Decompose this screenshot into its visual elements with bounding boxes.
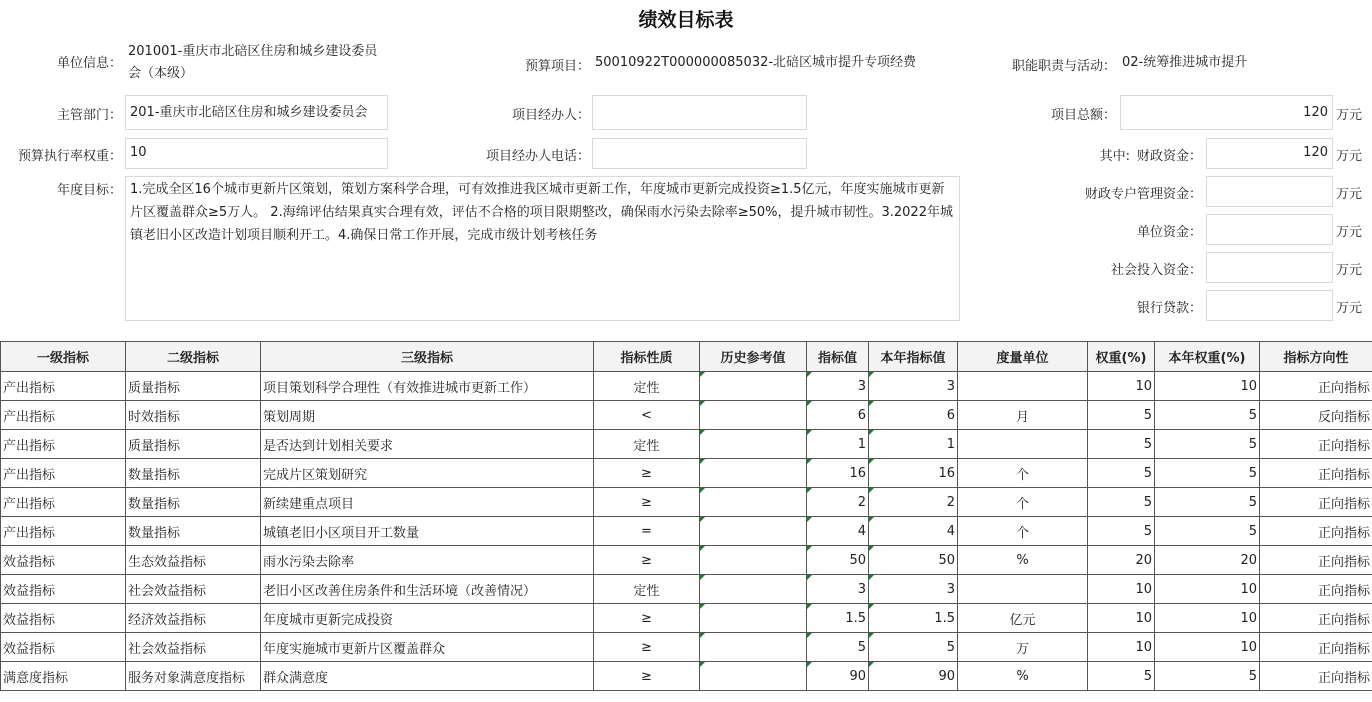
- cell-value: 5: [807, 633, 869, 662]
- cell-year-value: 1.5: [869, 604, 958, 633]
- cell-direction: 正向指标: [1260, 575, 1372, 604]
- cell-level1: 产出指标: [1, 372, 126, 401]
- special-fund-unit: 万元: [1336, 187, 1363, 202]
- cell-year-weight: 5: [1155, 401, 1260, 430]
- cell-nature: 定性: [594, 575, 700, 604]
- fiscal-unit: 万元: [1336, 149, 1363, 164]
- table-row: [1, 604, 1372, 633]
- special-fund-label: 财政专户管理资金：: [1084, 187, 1202, 202]
- col-header-weight: 权重(%): [1088, 342, 1155, 372]
- cell-value: 50: [807, 546, 869, 575]
- cell-weight: 5: [1088, 430, 1155, 459]
- col-header-level2: 二级指标: [126, 342, 261, 372]
- cell-direction: 正向指标: [1260, 604, 1372, 633]
- cell-level1: 满意度指标: [1, 662, 126, 691]
- col-header-year-weight: 本年权重(%): [1155, 342, 1260, 372]
- cell-level2: 数量指标: [126, 488, 261, 517]
- cell-direction: 反向指标: [1260, 401, 1372, 430]
- cell-value: 3: [807, 372, 869, 401]
- cell-direction: 正向指标: [1260, 488, 1372, 517]
- cell-history[interactable]: [700, 546, 807, 575]
- cell-year-weight: 10: [1155, 372, 1260, 401]
- cell-weight: 20: [1088, 546, 1155, 575]
- cell-year-weight: 10: [1155, 604, 1260, 633]
- dept-label: 主管部门：: [56, 108, 122, 123]
- cell-history[interactable]: [700, 372, 807, 401]
- cell-history[interactable]: [700, 604, 807, 633]
- cell-year-weight: 20: [1155, 546, 1260, 575]
- goal-textarea[interactable]: 1.完成全区16个城市更新片区策划，策划方案科学合理，可有效推进我区城市更新工作，年度城市更新完成投资≥1.5亿元，年度实施城市更新片区覆盖群众≥5万人。 2.海绵评估结果真实合理有效，评估不合格的项目限期整改，确保雨水污染去除率≥50%，提升城市韧性。3.2022年城镇老旧小区改造计划项目顺利开工。4.确保日常工作开展，完成市级计划考核任务: [125, 176, 960, 321]
- cell-year-value: 6: [869, 401, 958, 430]
- cell-year-value: 1: [869, 430, 958, 459]
- budget-item-value: 50010922T000000085032-北碚区城市提升专项经费: [595, 55, 917, 70]
- table-row: [1, 459, 1372, 488]
- cell-level1: 产出指标: [1, 459, 126, 488]
- cell-level2: 社会效益指标: [126, 575, 261, 604]
- table-row: [1, 546, 1372, 575]
- cell-nature: ≥: [594, 459, 700, 488]
- cell-history[interactable]: [700, 575, 807, 604]
- cell-value: 2: [807, 488, 869, 517]
- cell-nature: ≥: [594, 604, 700, 633]
- cell-direction: 正向指标: [1260, 662, 1372, 691]
- cell-level3: 项目策划科学合理性（有效推进城市更新工作）: [261, 372, 594, 401]
- cell-level3: 雨水污染去除率: [261, 546, 594, 575]
- cell-nature: ≥: [594, 488, 700, 517]
- handler-label: 项目经办人：: [511, 108, 590, 123]
- exec-weight-field[interactable]: 10: [125, 138, 388, 169]
- unit-info-value: [128, 41, 388, 85]
- cell-unit: 月: [958, 401, 1088, 430]
- table-row: [1, 430, 1372, 459]
- phone-label: 项目经办人电话：: [485, 149, 590, 164]
- col-header-direction: 指标方向性: [1260, 342, 1372, 372]
- unit-fund-label: 单位资金：: [1136, 225, 1202, 240]
- cell-weight: 10: [1088, 575, 1155, 604]
- cell-history[interactable]: [700, 459, 807, 488]
- col-header-level1: 一级指标: [1, 342, 126, 372]
- cell-year-value: 4: [869, 517, 958, 546]
- cell-level2: 质量指标: [126, 372, 261, 401]
- unit-fund-field[interactable]: [1206, 214, 1333, 245]
- cell-level3: 年度实施城市更新片区覆盖群众: [261, 633, 594, 662]
- cell-weight: 5: [1088, 517, 1155, 546]
- cell-year-value: 2: [869, 488, 958, 517]
- cell-value: 16: [807, 459, 869, 488]
- cell-value: 90: [807, 662, 869, 691]
- cell-year-weight: 5: [1155, 662, 1260, 691]
- bank-loan-unit: 万元: [1336, 301, 1363, 316]
- duty-value: 02-统筹推进城市提升: [1122, 55, 1248, 70]
- cell-weight: 5: [1088, 662, 1155, 691]
- cell-level1: 效益指标: [1, 604, 126, 633]
- goal-label: 年度目标：: [56, 183, 122, 198]
- cell-weight: 5: [1088, 459, 1155, 488]
- cell-direction: 正向指标: [1260, 633, 1372, 662]
- cell-level2: 数量指标: [126, 517, 261, 546]
- cell-year-weight: 5: [1155, 430, 1260, 459]
- cell-history[interactable]: [700, 430, 807, 459]
- table-row: [1, 401, 1372, 430]
- dept-field[interactable]: 201-重庆市北碚区住房和城乡建设委员会: [125, 95, 388, 130]
- cell-level2: 数量指标: [126, 459, 261, 488]
- cell-weight: 5: [1088, 488, 1155, 517]
- cell-year-weight: 10: [1155, 633, 1260, 662]
- col-header-year-value: 本年指标值: [869, 342, 958, 372]
- col-header-history: 历史参考值: [700, 342, 807, 372]
- among-label: 其中:: [1099, 149, 1130, 164]
- col-header-nature: 指标性质: [594, 342, 700, 372]
- cell-history[interactable]: [700, 517, 807, 546]
- cell-nature: ≥: [594, 662, 700, 691]
- table-row: [1, 575, 1372, 604]
- cell-year-value: 5: [869, 633, 958, 662]
- cell-unit: %: [958, 662, 1088, 691]
- cell-level1: 产出指标: [1, 401, 126, 430]
- col-header-value: 指标值: [807, 342, 869, 372]
- cell-level3: 策划周期: [261, 401, 594, 430]
- cell-year-value: 50: [869, 546, 958, 575]
- cell-level3: 新续建重点项目: [261, 488, 594, 517]
- cell-unit: 个: [958, 517, 1088, 546]
- social-fund-unit: 万元: [1336, 263, 1363, 278]
- cell-year-weight: 10: [1155, 575, 1260, 604]
- table-row: [1, 488, 1372, 517]
- cell-nature: =: [594, 517, 700, 546]
- cell-unit: [958, 430, 1088, 459]
- cell-level2: 质量指标: [126, 430, 261, 459]
- indicator-table: [0, 341, 1372, 691]
- unit-info-label: 单位信息：: [56, 56, 122, 71]
- exec-weight-label: 预算执行率权重：: [17, 149, 122, 164]
- cell-nature: 定性: [594, 372, 700, 401]
- social-fund-field[interactable]: [1206, 252, 1333, 283]
- cell-unit: 亿元: [958, 604, 1088, 633]
- cell-level3: 城镇老旧小区项目开工数量: [261, 517, 594, 546]
- total-field[interactable]: 120: [1120, 95, 1333, 130]
- cell-weight: 10: [1088, 372, 1155, 401]
- col-header-unit: 度量单位: [958, 342, 1088, 372]
- cell-nature: 定性: [594, 430, 700, 459]
- col-header-level3: 三级指标: [261, 342, 594, 372]
- cell-level2: 生态效益指标: [126, 546, 261, 575]
- cell-value: 1.5: [807, 604, 869, 633]
- cell-direction: 正向指标: [1260, 546, 1372, 575]
- cell-level2: 社会效益指标: [126, 633, 261, 662]
- cell-history[interactable]: [700, 401, 807, 430]
- table-row: [1, 633, 1372, 662]
- cell-unit: %: [958, 546, 1088, 575]
- cell-direction: 正向指标: [1260, 517, 1372, 546]
- cell-unit: 个: [958, 459, 1088, 488]
- cell-unit: 万: [958, 633, 1088, 662]
- cell-level1: 效益指标: [1, 633, 126, 662]
- fiscal-field[interactable]: 120: [1206, 138, 1333, 169]
- cell-nature: ≥: [594, 633, 700, 662]
- table-row: [1, 372, 1372, 401]
- cell-level3: 群众满意度: [261, 662, 594, 691]
- cell-level3: 是否达到计划相关要求: [261, 430, 594, 459]
- total-label: 项目总额：: [1050, 108, 1116, 123]
- cell-weight: 5: [1088, 401, 1155, 430]
- cell-direction: 正向指标: [1260, 372, 1372, 401]
- duty-label: 职能职责与活动：: [1011, 59, 1116, 74]
- cell-direction: 正向指标: [1260, 459, 1372, 488]
- table-header-row: [1, 342, 1372, 372]
- cell-unit: [958, 372, 1088, 401]
- cell-level3: 老旧小区改善住房条件和生活环境（改善情况）: [261, 575, 594, 604]
- cell-year-value: 3: [869, 372, 958, 401]
- unit-fund-unit: 万元: [1336, 225, 1363, 240]
- cell-history[interactable]: [700, 662, 807, 691]
- cell-nature: <: [594, 401, 700, 430]
- bank-loan-field[interactable]: [1206, 290, 1333, 321]
- handler-field[interactable]: [592, 95, 807, 130]
- cell-year-value: 90: [869, 662, 958, 691]
- cell-year-weight: 5: [1155, 488, 1260, 517]
- phone-field[interactable]: [592, 138, 807, 169]
- social-fund-label: 社会投入资金：: [1110, 263, 1202, 278]
- table-row: [1, 517, 1372, 546]
- budget-item-label: 预算项目：: [524, 59, 590, 74]
- bank-loan-label: 银行贷款：: [1136, 301, 1202, 316]
- cell-level2: 经济效益指标: [126, 604, 261, 633]
- cell-year-weight: 5: [1155, 459, 1260, 488]
- cell-weight: 10: [1088, 633, 1155, 662]
- cell-level2: 服务对象满意度指标: [126, 662, 261, 691]
- cell-level1: 产出指标: [1, 430, 126, 459]
- cell-direction: 正向指标: [1260, 430, 1372, 459]
- cell-year-weight: 5: [1155, 517, 1260, 546]
- cell-year-value: 16: [869, 459, 958, 488]
- cell-value: 6: [807, 401, 869, 430]
- cell-value: 4: [807, 517, 869, 546]
- fiscal-label: 财政资金：: [1136, 149, 1202, 164]
- cell-level3: 完成片区策划研究: [261, 459, 594, 488]
- total-unit: 万元: [1336, 108, 1363, 123]
- unit-info-line1: 201001-重庆市北碚区住房和城乡建设委员: [128, 44, 378, 59]
- cell-weight: 10: [1088, 604, 1155, 633]
- cell-level1: 效益指标: [1, 575, 126, 604]
- cell-value: 1: [807, 430, 869, 459]
- page-title: 绩效目标表: [638, 9, 734, 31]
- cell-history[interactable]: [700, 488, 807, 517]
- cell-nature: ≥: [594, 546, 700, 575]
- cell-value: 3: [807, 575, 869, 604]
- cell-unit: [958, 575, 1088, 604]
- cell-level1: 产出指标: [1, 517, 126, 546]
- cell-level1: 效益指标: [1, 546, 126, 575]
- special-fund-field[interactable]: [1206, 176, 1333, 207]
- cell-unit: 个: [958, 488, 1088, 517]
- cell-level3: 年度城市更新完成投资: [261, 604, 594, 633]
- unit-info-line2: 会（本级）: [128, 66, 194, 81]
- cell-year-value: 3: [869, 575, 958, 604]
- cell-history[interactable]: [700, 633, 807, 662]
- cell-level1: 产出指标: [1, 488, 126, 517]
- table-row: [1, 662, 1372, 691]
- cell-level2: 时效指标: [126, 401, 261, 430]
